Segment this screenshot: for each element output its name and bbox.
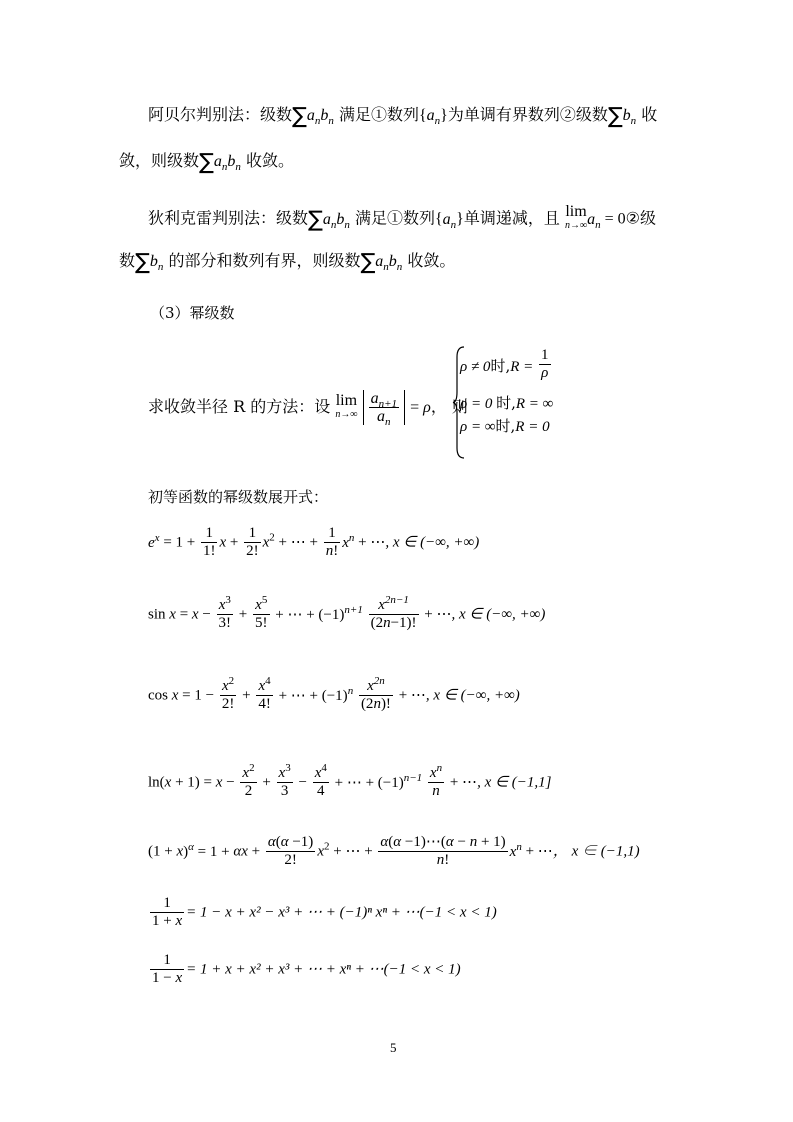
exp-series: $e^x = 1$ + $\frac{1}{1!}$ x + $\frac{1}{2!}$ $x^2$ + ⋯ + $\frac{1}{n!}$ $x^n$ + ⋯, x ∈ (−∞, +∞) — [148, 525, 480, 559]
abel-test-line-2: 敛，则级数$\sum a_nb_n$ 收敛。 — [119, 150, 294, 175]
case-rho-nonzero: ρ ≠ 0时,R = $\frac{1}{\rho}$ — [460, 347, 549, 381]
binomial-series: $(1 + x)^\alpha = 1 + \alpha x$ + $\frac{\alpha(\alpha -1)}{2!}$ $x^2$ + ⋯ + $\frac{\alpha(\alpha -1)\cdots(\alpha - n + 1)}{n!}$ $x^n$ + ⋯， x ∈ (−1,1) — [148, 834, 640, 868]
ratio-fraction: $\frac{a_{n+1}}{a_n}$ — [370, 390, 397, 429]
dirichlet-title: 狄利克雷判别法：级数 — [148, 208, 309, 228]
radius-method-line: 求收敛半径 R 的方法：设 lim n→∞ $\frac{a_{n+1}}{a_n}$ = ρ， 则 — [148, 390, 468, 429]
section-3-heading: （3）幂级数 — [150, 304, 235, 322]
inverse-one-plus-x-series: $\frac{1}{1 + x}$ = 1 − x + x² − x³ + ⋯ + (−1)ⁿ xⁿ + ⋯(−1 < x < 1) — [152, 895, 497, 929]
page-number: 5 — [390, 1040, 397, 1055]
dirichlet-test-line-1: 狄利克雷判别法：级数$\sum a_nb_n$ 满足①数列$\{a_n\}$单调递减，且 lim n→∞ $a_n$ = 0②级 — [148, 203, 656, 233]
inverse-one-minus-x-series: $\frac{1}{1 - x}$ = 1 + x + x² + x³ + ⋯ + xⁿ + ⋯(−1 < x < 1) — [152, 952, 461, 986]
cos-series: cos x = 1 − $\frac{x^2}{2!}$ + $\frac{x^4}{4!}$ + ⋯ + $(-1)^n$ $\frac{x^{2n}}{(2n)!}$ + ⋯, x ∈ (−∞, +∞) — [148, 675, 520, 712]
case-rho-zero: ρ = 0 时,R = ∞ — [460, 394, 554, 412]
sin-series: sin x = x − $\frac{x^3}{3!}$ + $\frac{x^5}{5!}$ + ⋯ + $(-1)^{n+1}$ $\frac{x^{2n-1}}{(2n-1)!}$ + ⋯, x ∈ (−∞, +∞) — [148, 594, 546, 631]
abel-title: 阿贝尔判别法：级数 — [148, 105, 293, 124]
abel-test-line-1: 阿贝尔判别法：级数$\sum a_nb_n$ 满足①数列$\{a_n\}$为单调有界数列②级数$\sum b_n$ 收 — [148, 104, 658, 129]
ln-series: ln(x + 1) = x − $\frac{x^2}{2}$ + $\frac{x^3}{3}$ − $\frac{x^4}{4}$ + ⋯ + $(-1)^{n-1}$ $\frac{x^n}{n}$ + ⋯, x ∈ (−1,1] — [148, 762, 552, 799]
radius-cases — [452, 345, 652, 460]
case-rho-infinity: ρ = ∞时,R = 0 — [460, 417, 550, 435]
dirichlet-test-line-2: 数$\sum b_n$ 的部分和数列有界，则级数$\sum a_nb_n$ 收敛。 — [119, 250, 456, 275]
elementary-title: 初等函数的幂级数展开式： — [148, 488, 329, 506]
